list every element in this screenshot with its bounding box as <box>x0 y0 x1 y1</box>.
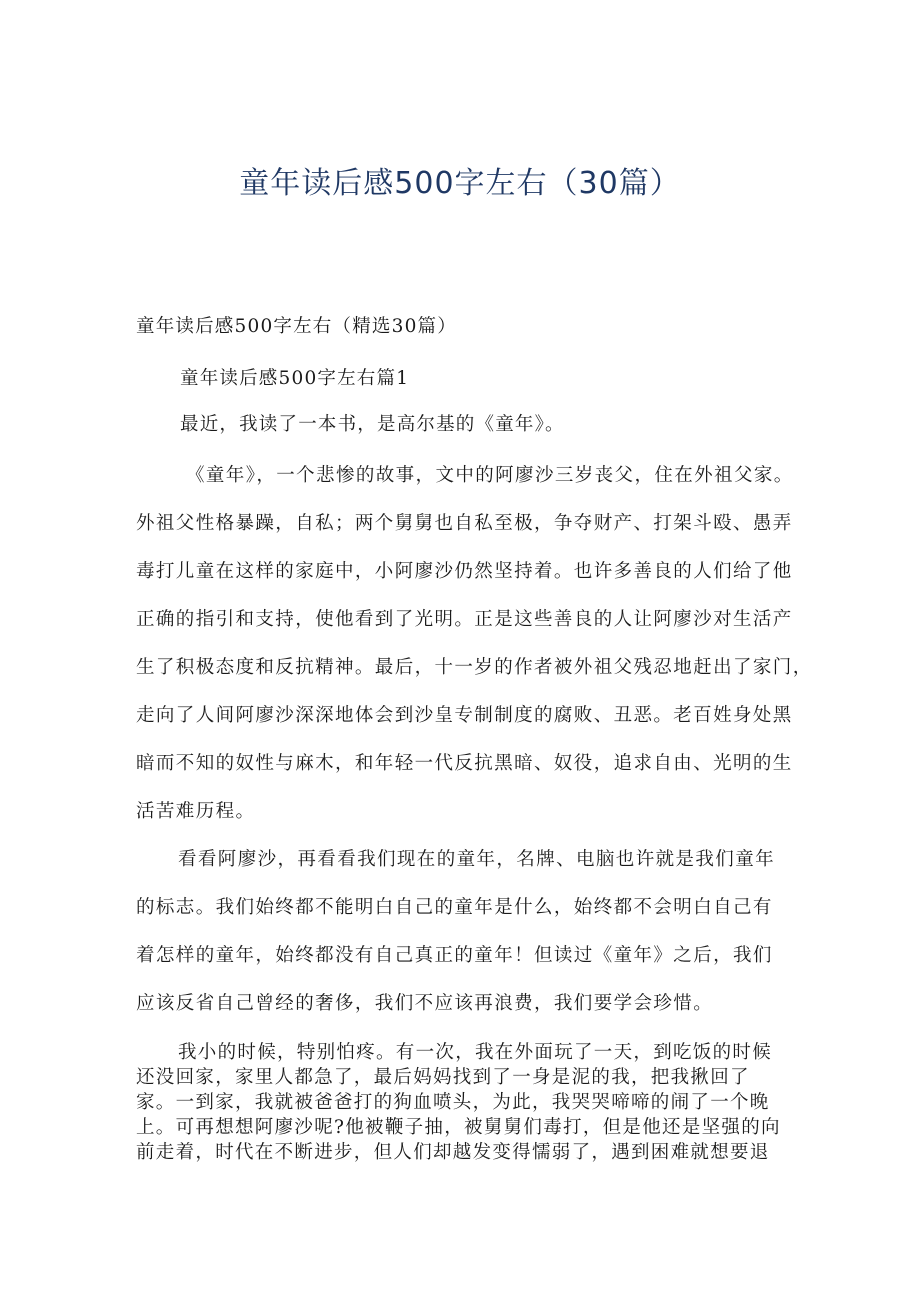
document-subtitle: 童年读后感500字左右（精选30篇） <box>136 316 457 337</box>
paragraph-line: 《童年》，一个悲惨的故事，文中的阿廖沙三岁丧父，住在外祖父家。 <box>186 465 794 486</box>
paragraph-2 <box>136 452 813 836</box>
paragraph-line: 的标志。我们始终都不能明白自己的童年是什么，始终都不会明白自己有 <box>136 897 773 918</box>
paragraph-line: 家。一到家，我就被爸爸打的狗血喷头，为此，我哭哭啼啼的闹了一个晚 <box>136 1092 770 1113</box>
section-heading: 童年读后感500字左右篇1 <box>180 368 410 389</box>
paragraph-line: 毒打儿童在这样的家庭中，小阿廖沙仍然坚持着。也许多善良的人们给了他 <box>136 561 793 582</box>
paragraph-line: 应该反省自己曾经的奢侈，我们不应该再浪费，我们要学会珍惜。 <box>136 993 714 1014</box>
paragraph-line: 前走着，时代在不断进步，但人们却越发变得懦弱了，遇到困难就想要退 <box>136 1142 770 1163</box>
paragraph-line: 看看阿廖沙，再看看我们现在的童年，名牌、电脑也许就是我们童年 <box>178 849 776 870</box>
paragraph-line: 上。可再想想阿廖沙呢?他被鞭子抽，被舅舅们毒打，但是他还是坚强的向 <box>136 1117 781 1138</box>
paragraph-3 <box>136 836 806 1028</box>
paragraph-line: 着怎样的童年，始终都没有自己真正的童年！但读过《童年》之后，我们 <box>136 945 773 966</box>
paragraph-1: 最近，我读了一本书，是高尔基的《童年》。 <box>180 414 565 435</box>
paragraph-line: 暗而不知的奴性与麻木，和年轻一代反抗黑暗、奴役，追求自由、光明的生 <box>136 753 793 774</box>
paragraph-line: 走向了人间阿廖沙深深地体会到沙皇专制制度的腐败、丑恶。老百姓身处黑 <box>136 705 793 726</box>
paragraph-line: 活苦难历程。 <box>136 801 256 822</box>
paragraph-line: 我小的时候，特别怕疼。有一次，我在外面玩了一天，到吃饭的时候 <box>178 1042 773 1063</box>
paragraph-4 <box>136 1040 806 1165</box>
paragraph-line: 生了积极态度和反抗精神。最后，十一岁的作者被外祖父残忍地赶出了家门， <box>136 657 813 678</box>
document-title: 童年读后感500字左右（30篇） <box>239 166 681 201</box>
paragraph-line: 外祖父性格暴躁，自私；两个舅舅也自私至极，争夺财产、打架斗殴、愚弄 <box>136 513 793 534</box>
paragraph-line: 还没回家，家里人都急了，最后妈妈找到了一身是泥的我，把我揪回了 <box>136 1067 750 1088</box>
paragraph-line: 正确的指引和支持，使他看到了光明。正是这些善良的人让阿廖沙对生活产 <box>136 609 793 630</box>
